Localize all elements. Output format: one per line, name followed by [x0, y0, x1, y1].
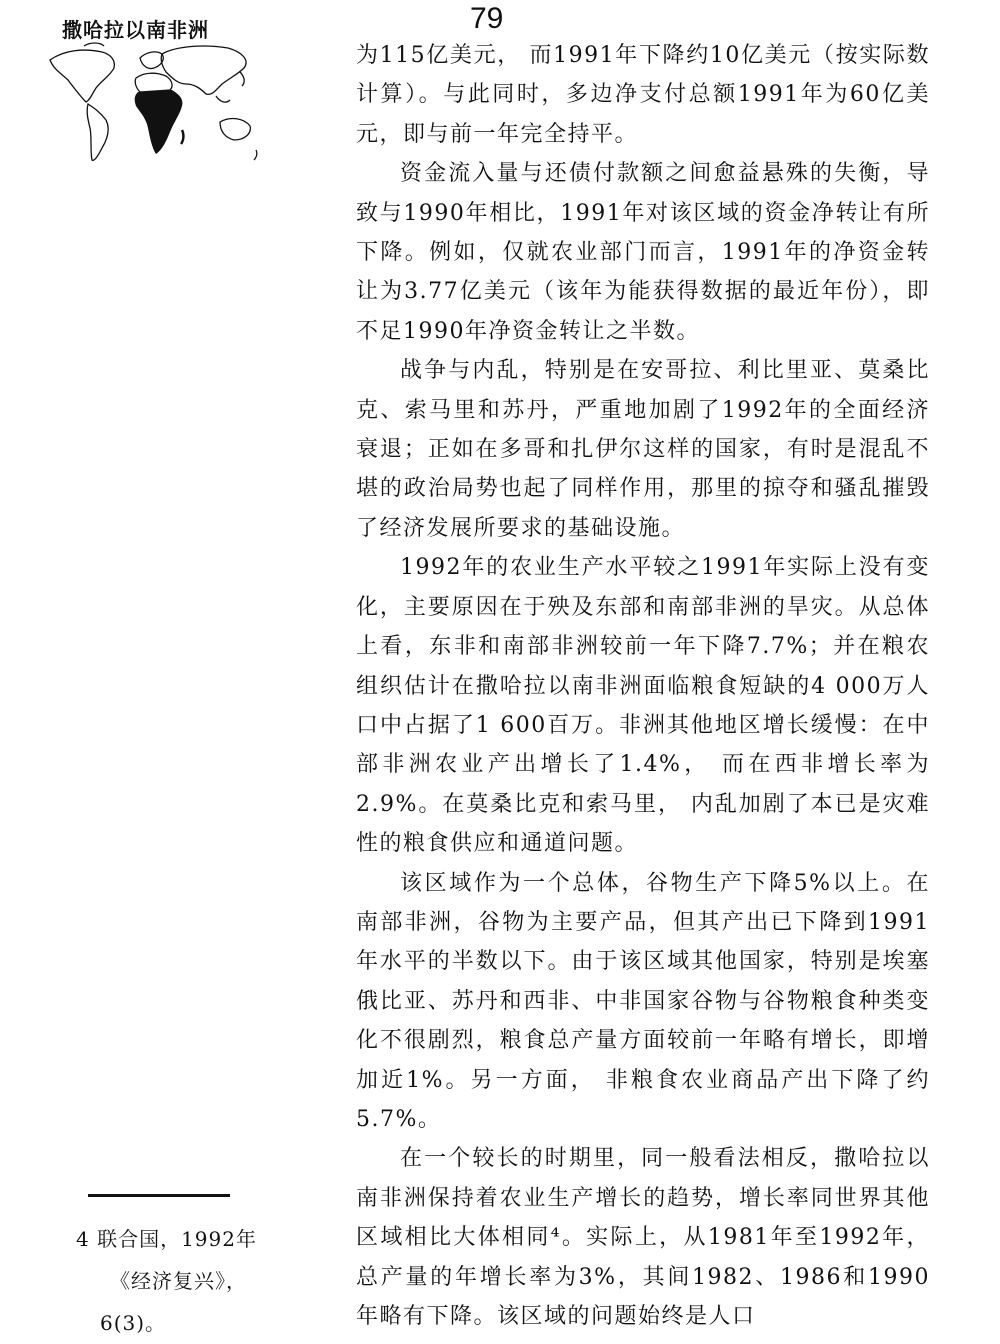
footnote-line: 4 联合国，1992年: [76, 1227, 257, 1251]
paragraph: 在一个较长的时期里，同一般看法相反，撒哈拉以南非洲保持着农业生产增长的趋势，增长率同世界其他区域相比大体相同⁴。实际上，从1981年至1992年，总产量的年增长率为3%，其间1982、1986和1990年略有下降。该区域的问题始终是人口: [356, 1146, 930, 1329]
paragraph: 战争与内乱，特别是在安哥拉、利比里亚、莫桑比克、索马里和苏丹，严重地加剧了1992年的全面经济衰退；正如在多哥和扎伊尔这样的国家，有时是混乱不堪的政治局势也起了同样作用，那里的掠夺和骚乱摧毁了经济发展所要求的基础设施。: [356, 358, 930, 541]
footnote-line: 6(3)。: [100, 1311, 167, 1335]
paragraph: 该区域作为一个总体，谷物生产下降5%以上。在南部非洲，谷物为主要产品，但其产出已下降到1991年水平的半数以下。由于该区域其他国家，特别是埃塞俄比亚、苏丹和西非、中非国家谷物与谷物粮食种类变化不很剧烈，粮食总产量方面较前一年略有增长，即增加近1%。另一方面， 非粮食农业商品产出下降了约5.7%。: [356, 870, 930, 1132]
footnote: [76, 1218, 306, 1344]
paragraph: 为115亿美元， 而1991年下降约10亿美元（按实际数计算）。与此同时，多边净支付总额1991年为60亿美元，即与前一年完全持平。: [356, 43, 930, 147]
footnote-line: 《经济复兴》，: [110, 1269, 247, 1293]
world-map-icon: [44, 38, 264, 168]
page-number: 79: [470, 2, 504, 35]
body-text: [356, 36, 930, 1336]
footnote-divider: [88, 1194, 230, 1197]
region-title: 撒哈拉以南非洲: [62, 18, 209, 42]
paragraph: 资金流入量与还债付款额之间愈益悬殊的失衡，导致与1990年相比，1991年对该区域的资金净转让有所下降。例如，仅就农业部门而言，1991年的净资金转让为3.77亿美元（该年为能获得数据的最近年份），即不足1990年净资金转让之半数。: [356, 161, 930, 344]
paragraph: 1992年的农业生产水平较之1991年实际上没有变化，主要原因在于殃及东部和南部非洲的旱灾。从总体上看，东非和南部非洲较前一年下降7.7%；并在粮农组织估计在撒哈拉以南非洲面临粮食短缺的4 000万人口中占据了1 600百万。非洲其他地区增长缓慢：在中部非洲农业产出增长了1.4%， 而在西非增长率为2.9%。在莫桑比克和索马里， 内乱加剧了本已是灾难性的粮食供应和通道问题。: [356, 555, 930, 857]
